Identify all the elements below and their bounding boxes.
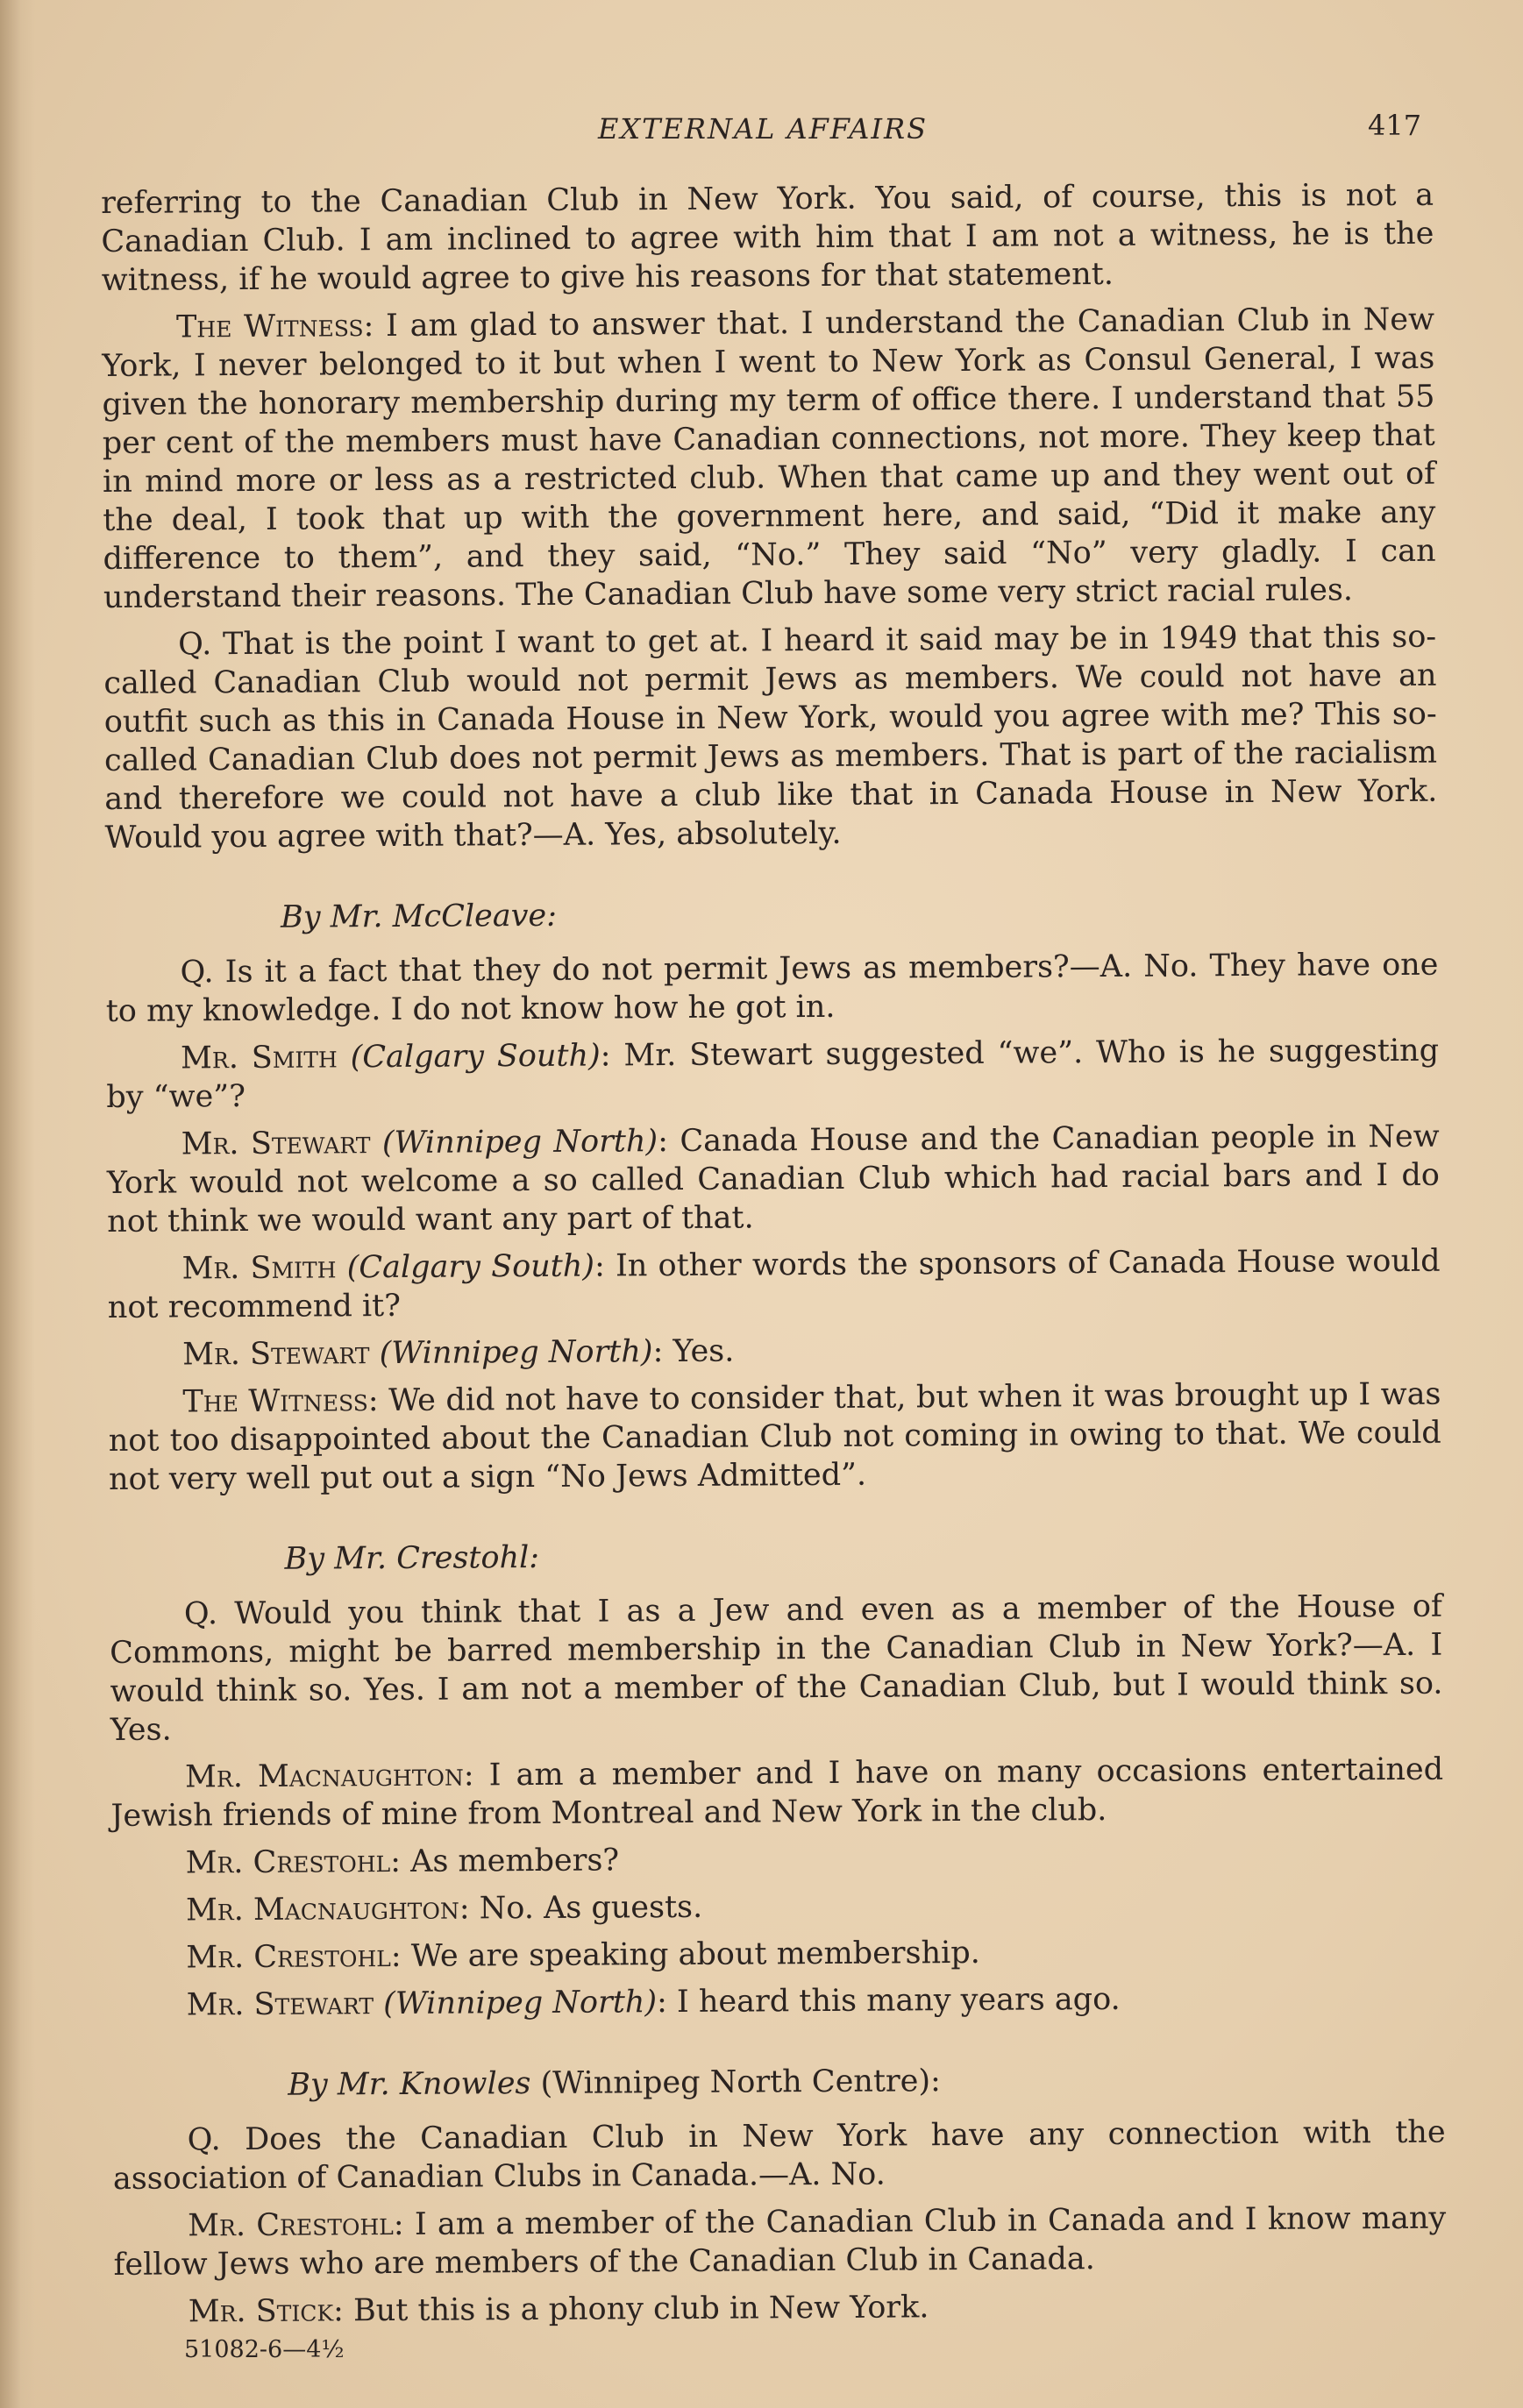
paragraph: The Witness: We did not have to consider that, but when it was brought up I was not too disappointed about the Canadian Club not coming in owing to that. We could not very well put out a sign “No Jews Admitted”. (108, 1376, 1441, 1497)
paragraph: Mr. Stewart (Winnipeg North): Canada House and the Canadian people in New York would not welcome a so called Canadian Club which had racial bars and I do not think we would want any part of that. (106, 1119, 1441, 1240)
paragraph: Mr. Macnaughton: I am a member and I have on many occasions entertained Jewish friends of mine from Montreal and New York in the club. (110, 1751, 1444, 1834)
speaker: The Witness: (175, 309, 374, 345)
footer-signature: 51082-6—4½ (184, 2336, 345, 2363)
paragraph: The Witness: I am glad to answer that. I understand the Canadian Club in New York, I never belonged to it but when I went to New York as Consul General, I was given the honorary membership during my term of office there. I understand that 55 per cent of the members must have Canadian connections, not more. They keep that in mind more or less as a restricted club. When that came up and they went out of the deal, I took that up with the government here, and said, “Did it make any difference to them”, and they said, “No.” They said “No” very gladly. I can understand their reasons. The Canadian Club have some very strict racial rules. (102, 302, 1436, 615)
byline: By Mr. McCleave: (280, 898, 558, 935)
paragraph: Mr. Crestohl: As members? (185, 1843, 620, 1881)
speaker: Mr. Smith (181, 1250, 337, 1287)
speaker: Mr. Stewart (186, 1986, 374, 2023)
speaker: Mr. Macnaughton: (184, 1758, 474, 1795)
riding: (Winnipeg North) (383, 1985, 658, 2022)
binding-shadow (0, 0, 35, 2408)
paragraph: Mr. Macnaughton: No. As guests. (185, 1889, 703, 1929)
riding: (Winnipeg North) (379, 1334, 653, 1372)
page-number: 417 (1368, 109, 1422, 142)
speaker: Mr. Stewart (181, 1126, 371, 1162)
paragraph: Mr. Stick: But this is a phony club in New York. (188, 2290, 929, 2330)
riding: (Winnipeg North) (381, 1124, 658, 1161)
speaker: Mr. Crestohl: (186, 1938, 402, 1976)
riding: (Calgary South) (350, 1038, 601, 1076)
paragraph: Mr. Stewart (Winnipeg North): Yes. (182, 1333, 735, 1373)
riding: (Calgary South) (346, 1248, 595, 1286)
speaker: Mr. Crestohl: (188, 2206, 404, 2244)
speaker: Mr. Smith (180, 1040, 338, 1076)
speaker: Mr. Stick: (188, 2293, 344, 2330)
paragraph: Q. Does the Canadian Club in New York have any connection with the association of Canadian Clubs in Canada.—A. No. (112, 2114, 1446, 2197)
paragraph: Mr. Crestohl: We are speaking about membership. (186, 1935, 980, 1976)
speaker: Mr. Crestohl: (185, 1843, 402, 1881)
paragraph: Q. That is the point I want to get at. I heard it said may be in 1949 that this so-called Canadian Club would not permit Jews as members. We could not have an outfit such as this in Canada House in New York, would you agree with me? This so-called Canadian Club does not permit Jews as members. That is part of the racialism and therefore we could not have a club like that in Canada House in New York. Would you agree with that?—A. Yes, absolutely. (103, 619, 1438, 856)
speaker: Mr. Stewart (182, 1336, 370, 1373)
byline: By Mr. Crestohl: (284, 1539, 540, 1577)
speaker: The Witness: (182, 1383, 379, 1420)
paragraph: referring to the Canadian Club in New York. You said, of course, this is not a Canadian Club. I am inclined to agree with him that I am not a witness, he is the witness, if he would agree to give his reasons for that statement. (101, 177, 1434, 298)
speaker: Mr. Macnaughton: (185, 1891, 470, 1929)
paragraph: Q. Is it a fact that they do not permit Jews as members?—A. No. They have one to my knowledge. I do not know how he got in. (105, 947, 1439, 1029)
paragraph: Mr. Stewart (Winnipeg North): I heard this many years ago. (186, 1981, 1121, 2023)
paragraph: Mr. Crestohl: I am a member of the Canadian Club in Canada and I know many fellow Jews who are members of the Canadian Club in Canada. (113, 2200, 1447, 2283)
page-body (101, 176, 1447, 2341)
running-header: EXTERNAL AFFAIRS (598, 112, 928, 146)
paragraph: Mr. Smith (Calgary South): Mr. Stewart suggested “we”. Who is he suggesting by “we”? (106, 1033, 1440, 1115)
paragraph: Q. Would you think that I as a Jew and even as a member of the House of Commons, might be barred membership in the Canadian Club in New York?—A. I would think so. Yes. I am not a member of the Canadian Club, but I would think so. Yes. (110, 1588, 1443, 1748)
paragraph: Mr. Smith (Calgary South): In other words the sponsors of Canada House would not recommend it? (107, 1243, 1441, 1325)
byline: By Mr. Knowles (Winnipeg North Centre): (288, 2063, 941, 2103)
